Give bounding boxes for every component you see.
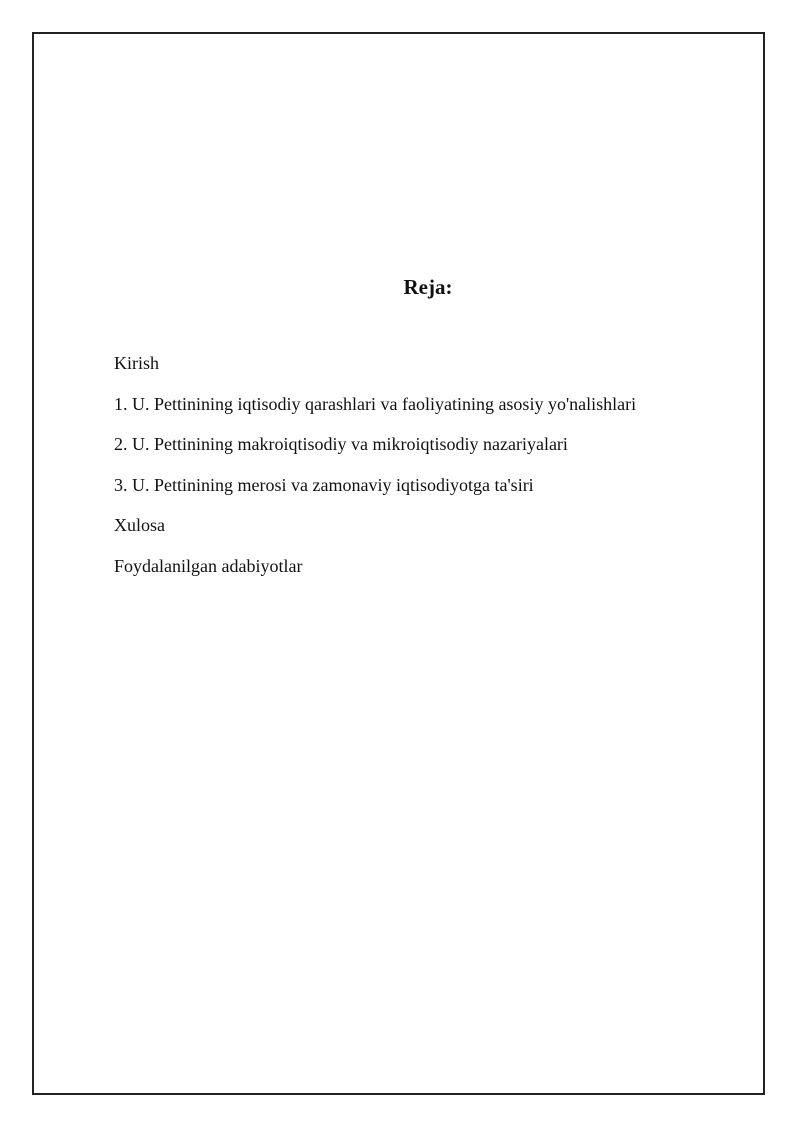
plan-item-chapter-2: 2. U. Pettinining makroiqtisodiy va mikroiqtisodiy nazariyalari: [114, 434, 568, 454]
plan-item-chapter-1: 1. U. Pettinining iqtisodiy qarashlari va faoliyatining asosiy yo'nalishlari: [114, 393, 637, 414]
plan-item-references: Foydalanilgan adabiyotlar: [114, 555, 303, 576]
plan-item-conclusion: Xulosa: [114, 515, 165, 535]
plan-list: [114, 349, 636, 592]
plan-item-chapter-3: 3. U. Pettinining merosi va zamonaviy iqtisodiyotga ta'siri: [114, 474, 534, 495]
plan-item-introduction: Kirish: [114, 353, 159, 373]
plan-title: Reja:: [403, 275, 453, 299]
